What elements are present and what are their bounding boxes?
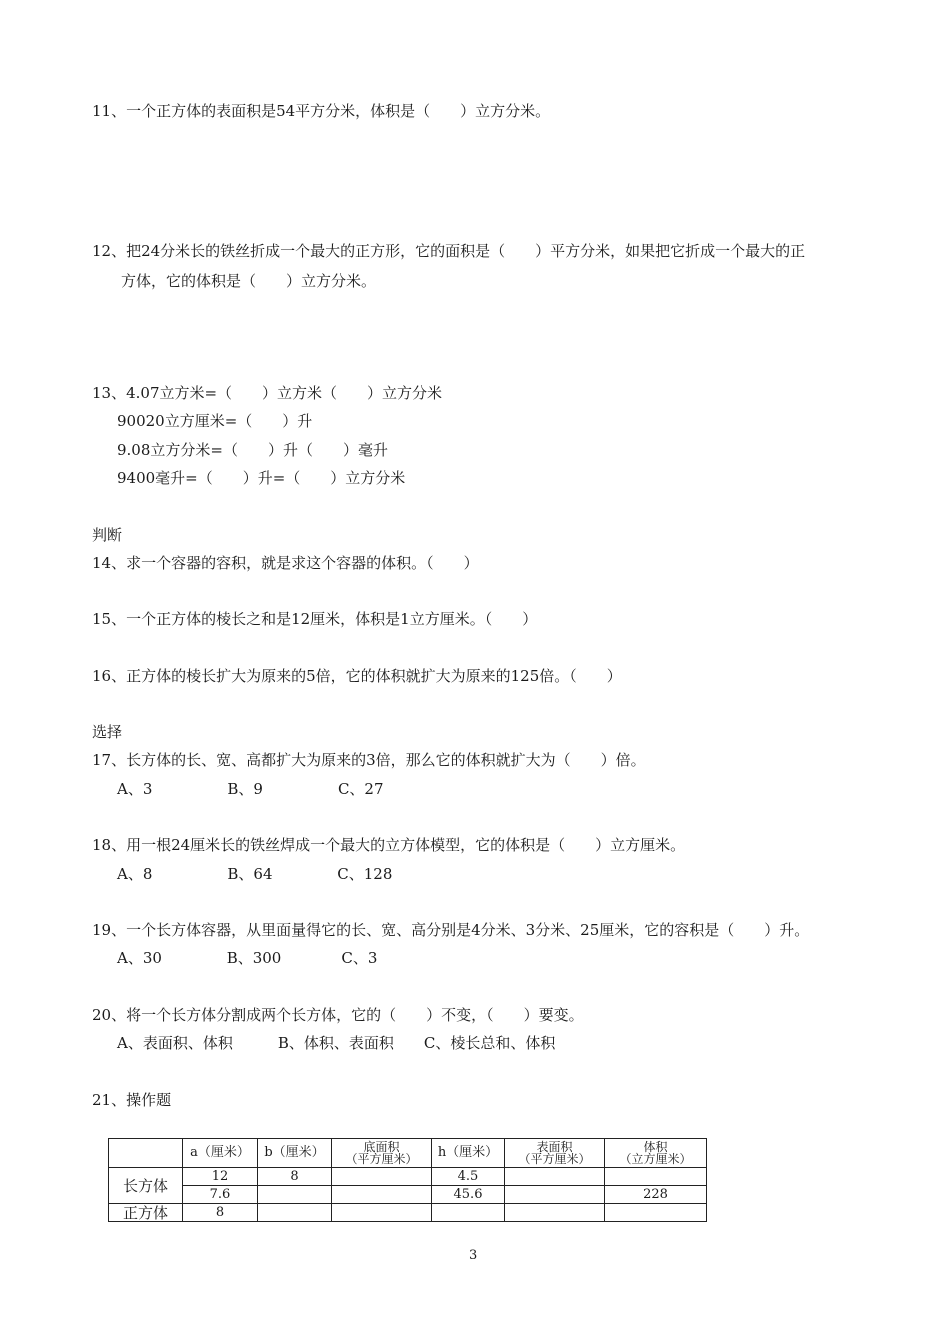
table-row <box>109 1186 707 1204</box>
section-judge-heading: 判断 <box>92 526 123 544</box>
header-surface-area-line1: 表面积 <box>536 1140 573 1154</box>
question-20: 20、将一个长方体分割成两个长方体，它的（ ）不变，（ ）要变。 <box>92 1006 584 1024</box>
header-volume-line1: 体积 <box>643 1140 668 1154</box>
header-b: b（厘米） <box>258 1139 332 1168</box>
question-13-line2: 90020立方厘米=（ ）升 <box>117 412 313 430</box>
row-label-cube: 正方体 <box>109 1204 183 1222</box>
header-surface-area <box>505 1139 605 1168</box>
cell <box>332 1204 432 1222</box>
cell: 228 <box>605 1186 707 1204</box>
cell: 12 <box>183 1168 258 1186</box>
header-a: a（厘米） <box>183 1139 258 1168</box>
question-19-options: A、30 B、300 C、3 <box>117 949 378 967</box>
question-13-line1: 13、4.07立方米=（ ）立方米（ ）立方分米 <box>92 384 443 402</box>
cell: 4.5 <box>432 1168 505 1186</box>
table-row <box>109 1168 707 1186</box>
question-19: 19、一个长方体容器，从里面量得它的长、宽、高分别是4分米、3分米、25厘米，它的容积是（ ）升。 <box>92 921 810 939</box>
cell <box>505 1168 605 1186</box>
question-13-line3: 9.08立方分米=（ ）升（ ）毫升 <box>117 441 388 459</box>
question-12-line1: 12、把24分米长的铁丝折成一个最大的正方形，它的面积是（ ）平方分米，如果把它折成一个最大的正 <box>92 242 806 260</box>
row-label-cuboid: 长方体 <box>109 1168 183 1204</box>
question-15: 15、一个正方体的棱长之和是12厘米，体积是1立方厘米。（ ） <box>92 610 538 628</box>
question-13-line4: 9400毫升=（ ）升=（ ）立方分米 <box>117 469 406 487</box>
cell <box>258 1204 332 1222</box>
cell <box>258 1186 332 1204</box>
header-volume-line2: （立方厘米） <box>619 1152 692 1166</box>
question-17-options: A、3 B、9 C、27 <box>117 780 384 798</box>
cell <box>432 1204 505 1222</box>
table-row <box>109 1204 707 1222</box>
header-h: h（厘米） <box>432 1139 505 1168</box>
header-base-area-line2: （平方厘米） <box>345 1152 418 1166</box>
cell <box>605 1204 707 1222</box>
cell <box>605 1168 707 1186</box>
table-header-row <box>109 1139 707 1168</box>
cell <box>332 1168 432 1186</box>
cell <box>505 1204 605 1222</box>
header-volume <box>605 1139 707 1168</box>
question-18-options: A、8 B、64 C、128 <box>117 865 393 883</box>
cell <box>332 1186 432 1204</box>
question-21: 21、操作题 <box>92 1091 172 1109</box>
section-choice-heading: 选择 <box>92 723 123 741</box>
cell: 7.6 <box>183 1186 258 1204</box>
question-20-options: A、表面积、体积 B、体积、表面积 C、棱长总和、体积 <box>117 1034 556 1052</box>
header-blank <box>109 1139 183 1168</box>
question-18: 18、用一根24厘米长的铁丝焊成一个最大的立方体模型，它的体积是（ ）立方厘米。 <box>92 836 686 854</box>
question-11: 11、一个正方体的表面积是54平方分米，体积是（ ）立方分米。 <box>92 102 551 120</box>
question-14: 14、求一个容器的容积，就是求这个容器的体积。（ ） <box>92 554 479 572</box>
header-base-area-line1: 底面积 <box>363 1140 400 1154</box>
page-number: 3 <box>469 1248 478 1263</box>
header-surface-area-line2: （平方厘米） <box>518 1152 591 1166</box>
cell: 45.6 <box>432 1186 505 1204</box>
operation-table <box>108 1138 707 1222</box>
cell: 8 <box>258 1168 332 1186</box>
cell: 8 <box>183 1204 258 1222</box>
cell <box>505 1186 605 1204</box>
header-base-area <box>332 1139 432 1168</box>
question-17: 17、长方体的长、宽、高都扩大为原来的3倍，那么它的体积就扩大为（ ）倍。 <box>92 751 646 769</box>
question-16: 16、正方体的棱长扩大为原来的5倍，它的体积就扩大为原来的125倍。（ ） <box>92 667 622 685</box>
question-12-line2: 方体，它的体积是（ ）立方分米。 <box>121 272 377 290</box>
